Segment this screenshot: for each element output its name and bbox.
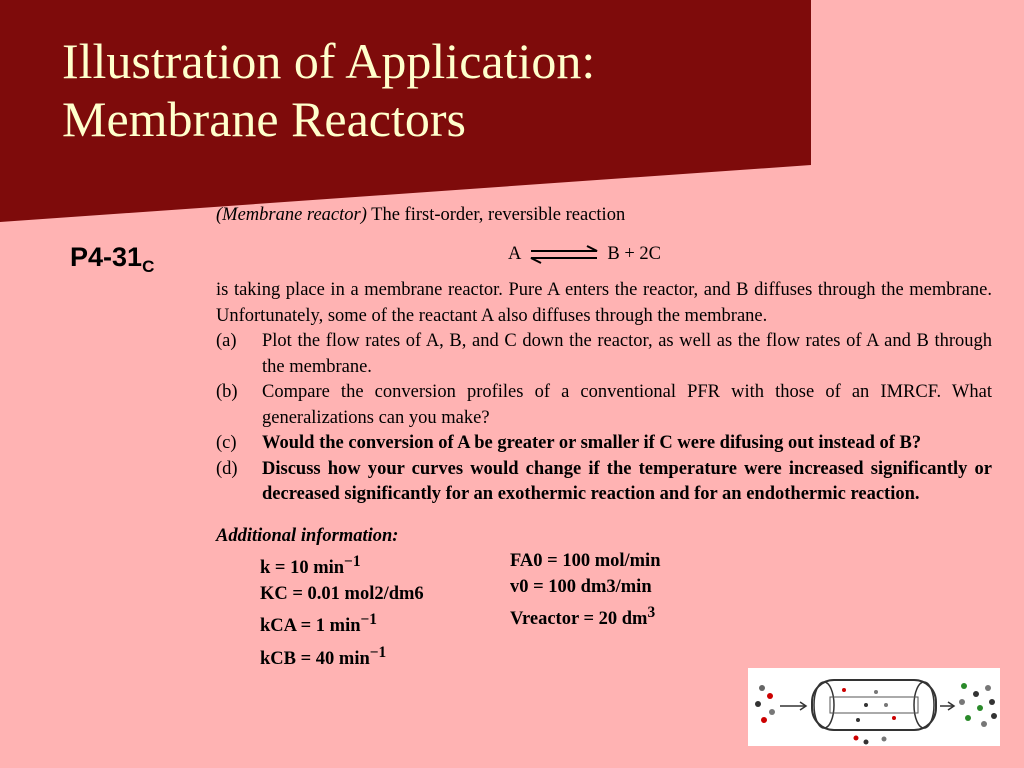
reaction-equation [216, 229, 992, 279]
part-d-label: (d) [216, 458, 238, 479]
info-vreactor-text: Vreactor = 20 dm [510, 609, 648, 630]
info-kc-units: 2/dm6 [374, 583, 424, 604]
info-vreactor-exp: 3 [647, 604, 656, 621]
part-c-text: Would the conversion of A be greater or smaller if C were difusing out instead of B? [262, 433, 922, 453]
info-kca-text: kCA = 1 min [260, 616, 361, 637]
additional-info-table [216, 549, 992, 672]
info-kcb-text: kCB = 40 min [260, 648, 370, 669]
problem-intro-label: (Membrane reactor) [216, 205, 367, 225]
info-kcb-exp: −1 [369, 643, 387, 661]
info-v0-units: 3/min [606, 576, 652, 597]
reaction-reactant: A [508, 243, 522, 264]
title-line-2: Membrane Reactors [62, 91, 467, 147]
problem-description: is taking place in a membrane reactor. Pure A enters the reactor, and B diffuses through the membrane. Unfortunately, some of the reactant A also diffuses through the membrane. [216, 280, 992, 326]
info-k-text: k = 10 min [260, 558, 345, 579]
part-b-text: Compare the conversion profiles of a conventional PFR with those of an IMRCF. What generalizations can you make? [262, 382, 992, 428]
info-k-exp: −1 [344, 553, 361, 570]
info-kca [260, 607, 510, 640]
info-column-right [510, 549, 810, 672]
info-v0-text: v0 = 100 dm [510, 576, 607, 597]
part-c [216, 431, 992, 457]
membrane-reactor-icon [748, 668, 1000, 746]
problem-number-subscript: C [142, 257, 155, 276]
part-a-label: (a) [216, 331, 237, 351]
problem-intro-text: The first-order, reversible reaction [366, 205, 626, 225]
info-k [260, 549, 510, 582]
part-b-label: (b) [216, 382, 238, 402]
title-line-1: Illustration of Application: [62, 33, 596, 89]
problem-number [70, 242, 154, 277]
info-kcb [260, 640, 510, 673]
slide-title [62, 32, 595, 148]
equilibrium-arrows-icon [527, 244, 601, 264]
part-b [216, 380, 992, 431]
part-d-text: Discuss how your curves would change if the temperature were increased significantly or decreased significantly for an exothermic reaction and for an endothermic reaction. [262, 458, 992, 504]
info-kc-text: KC = 0.01 mol [260, 583, 375, 604]
reaction-products: B + 2C [607, 243, 661, 264]
problem-intro [216, 203, 992, 229]
info-kca-exp: −1 [360, 611, 377, 629]
part-a-text: Plot the flow rates of A, B, and C down the reactor, as well as the flow rates of A and B through the membrane. [262, 331, 992, 377]
info-column-left [216, 549, 510, 672]
info-fa0: FA0 = 100 mol/min [510, 551, 661, 571]
problem-statement [216, 203, 992, 672]
info-kc [260, 582, 510, 608]
additional-info-heading: Additional information: [216, 525, 399, 546]
part-a [216, 329, 992, 380]
problem-number-text: P4-31 [70, 242, 143, 272]
part-c-label: (c) [216, 433, 237, 453]
info-v0 [510, 575, 810, 601]
info-vreactor [510, 600, 810, 633]
part-d [216, 457, 992, 508]
